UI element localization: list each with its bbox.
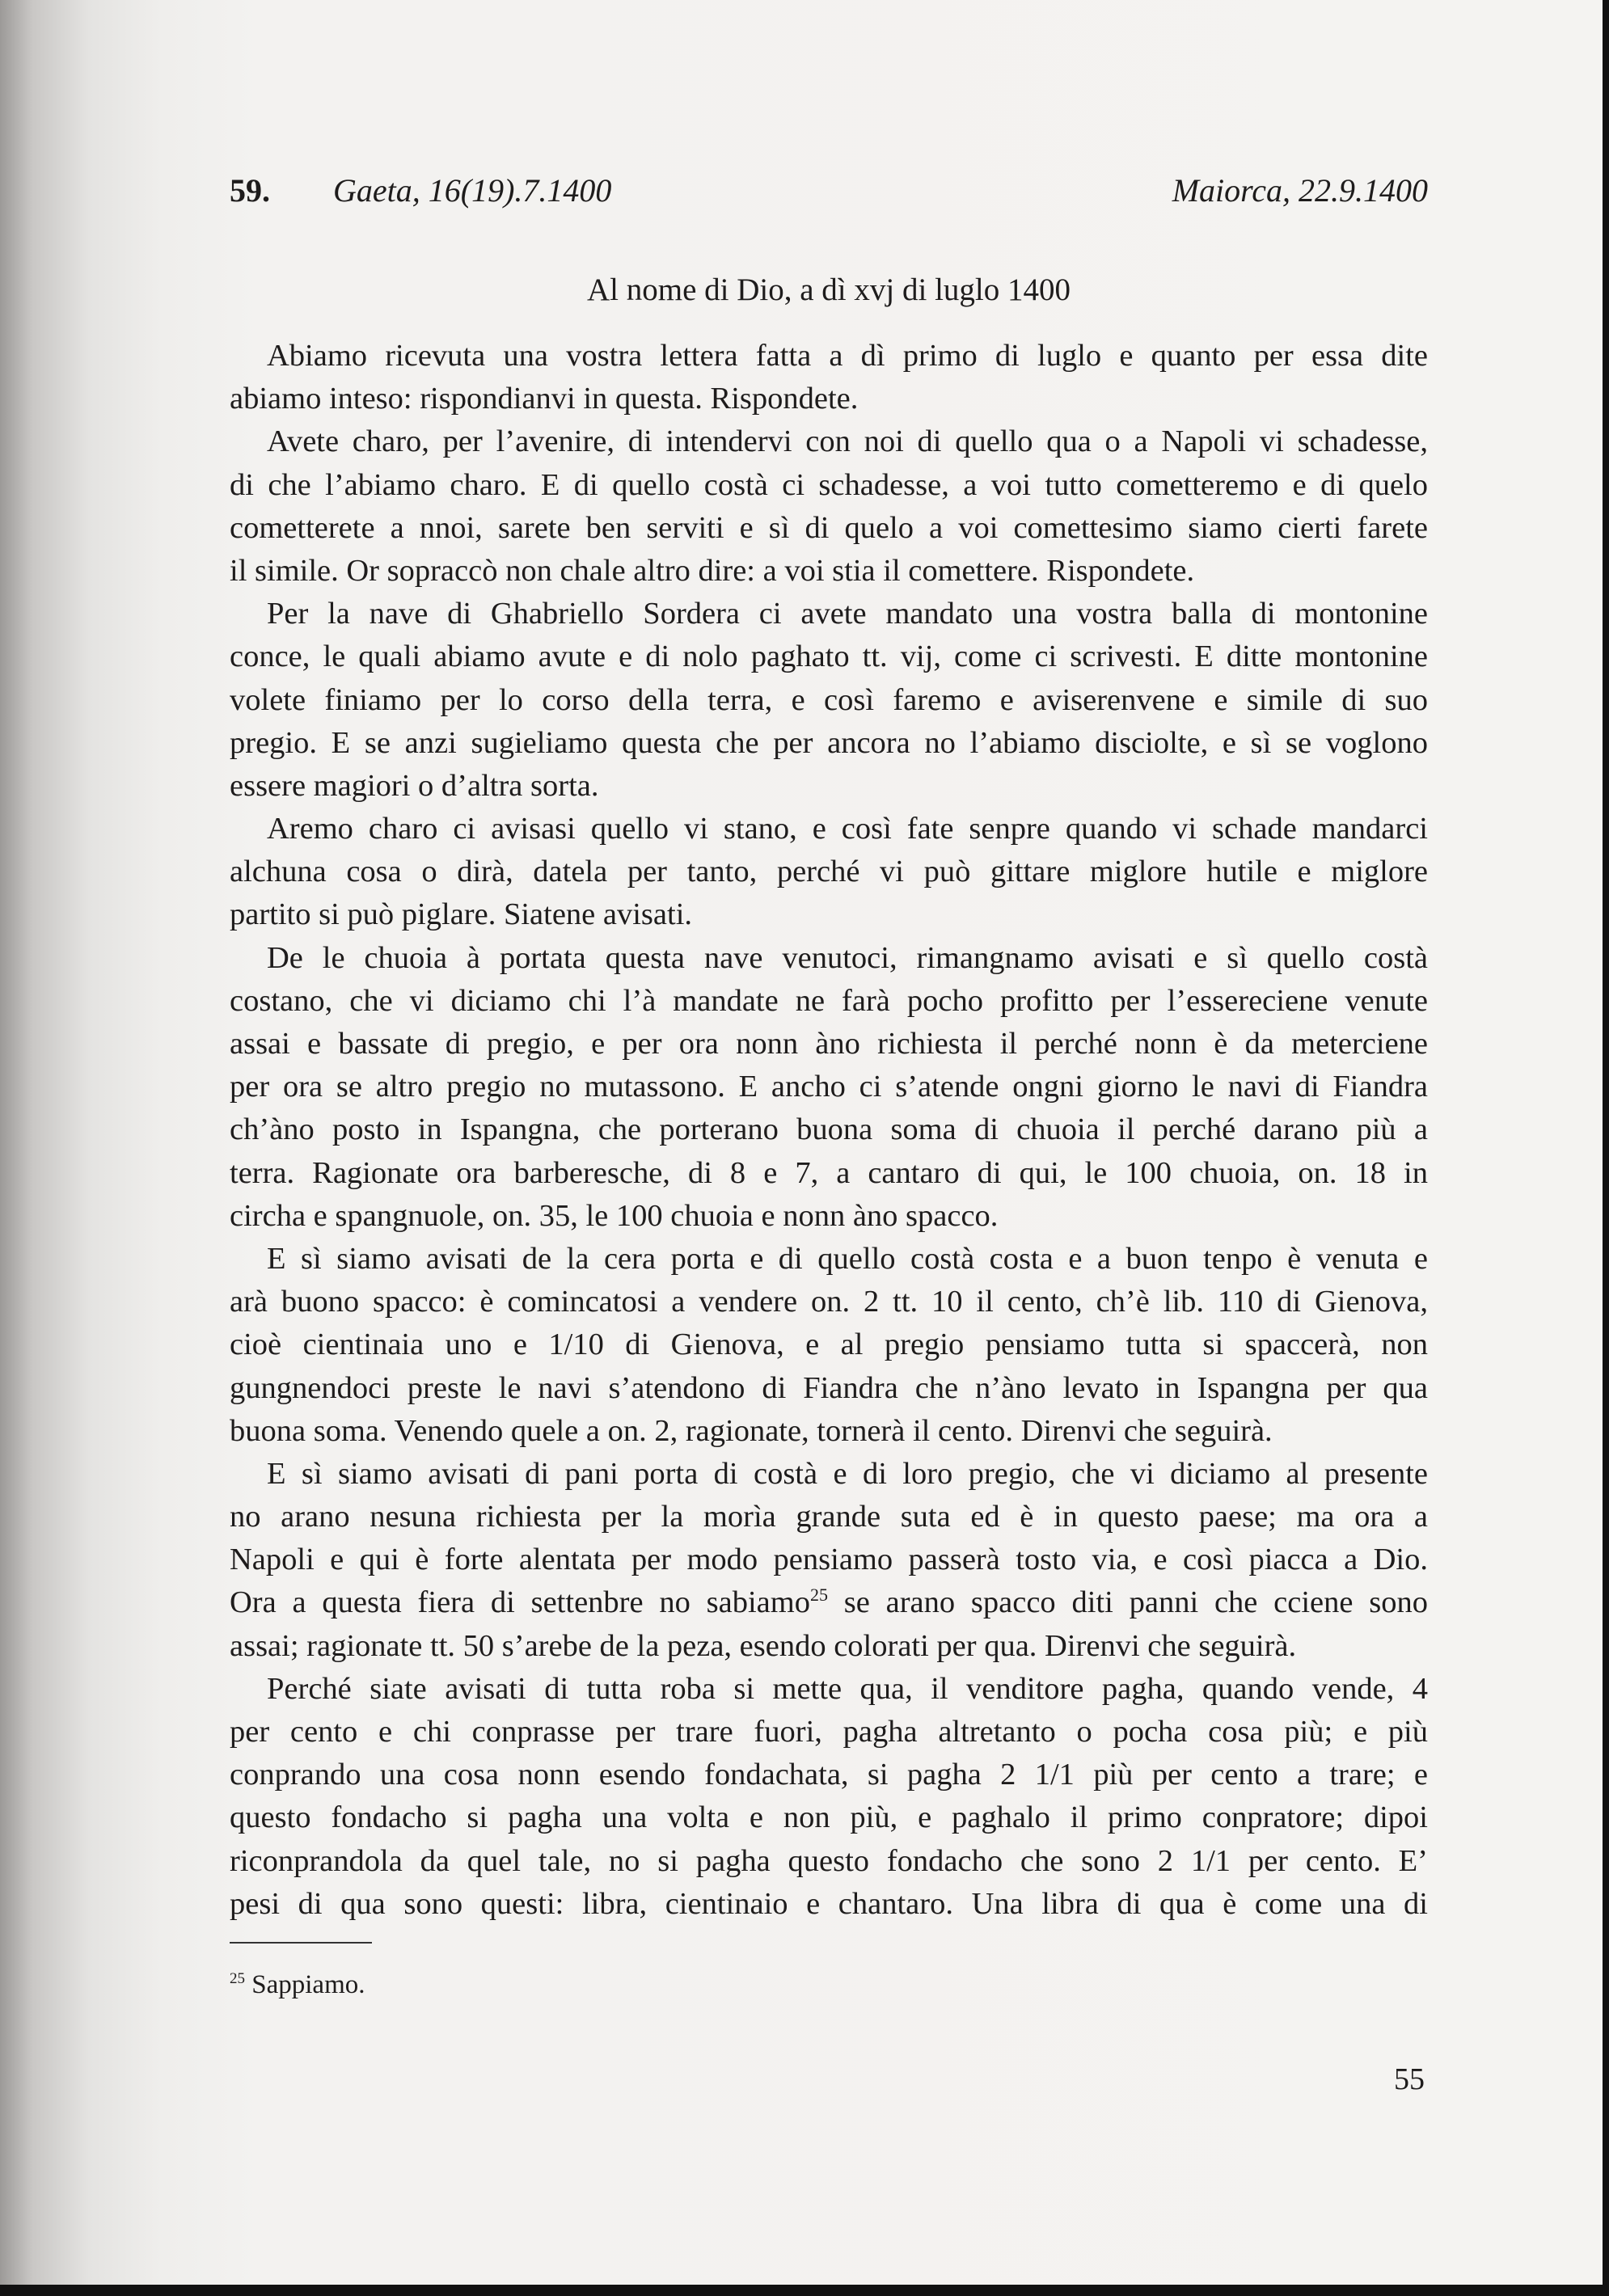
text-line: De le chuoia à portata questa nave venutoci, rimangnamo avisati e sì quello costà xyxy=(267,940,1428,975)
text-line: Aremo charo ci avisasi quello vi stano, e così fate senpre quando vi schade mandarci xyxy=(267,812,1428,846)
text-line: cioè cientinaia uno e 1/10 di Gienova, e al pregio pensiamo tutta si spaccerà, non xyxy=(230,1327,1428,1362)
text-line: Napoli e qui è forte alentata per modo pensiamo passerà tosto via, e così piacca a Dio. xyxy=(230,1543,1428,1577)
text-line: per cento e chi conprasse per trare fuori, pagha altretanto o pocha cosa più; e più xyxy=(230,1715,1428,1749)
text-line: conce, le quali abiamo avute e di nolo paghato tt. vij, come ci scrivesti. E ditte montonine xyxy=(230,639,1428,674)
text-line: gungnendoci preste le navi s’atendono di Fiandra che n’àno levato in Ispangna per qua xyxy=(230,1370,1428,1405)
text-line: E sì siamo avisati di pani porta di costà e di loro pregio, che vi diciamo al presente xyxy=(267,1456,1428,1491)
text-line: partito si può piglare. Siatene avisati. xyxy=(230,897,693,932)
footnote xyxy=(230,1970,365,2000)
text-line: conprando una cosa nonn esendo fondachata, si pagha 2 1/1 più per cento a trare; e xyxy=(230,1758,1428,1792)
text-line: cometterete a nnoi, sarete ben serviti e sì di quelo a voi comettesimo siamo cierti farete xyxy=(230,510,1428,545)
text-line: Perché siate avisati di tutta roba si mette qua, il venditore pagha, quando vende, 4 xyxy=(267,1671,1428,1706)
page-edge-right xyxy=(1603,0,1609,2296)
text-line: Per la nave di Ghabriello Sordera ci avete mandato una vostra balla di montonine xyxy=(267,597,1428,631)
page-number: 55 xyxy=(1394,2062,1425,2096)
footnote-divider xyxy=(230,1942,372,1944)
footnote-reference: 25 xyxy=(809,1585,828,1606)
letter-destination: Maiorca, 22.9.1400 xyxy=(1172,172,1428,209)
text-line xyxy=(230,1581,1428,1624)
text-line: ch’àno posto in Ispangna, che porterano buona soma di chuoia il perché darano più a xyxy=(230,1112,1428,1147)
text-line: costano, che vi diciamo chi l’à mandate ne farà pocho profitto per l’essereciene venute xyxy=(230,983,1428,1018)
footnote-text: Sappiamo. xyxy=(251,1970,365,1999)
text-line: assai; ragionate tt. 50 s’arebe de la peza, esendo colorati per qua. Direnvi che seguirà. xyxy=(230,1628,1297,1663)
text-line: di che l’abiamo charo. E di quello costà ci schadesse, a voi tutto cometteremo e di quelo xyxy=(230,467,1428,502)
letter-title: Al nome di Dio, a dì xvj di luglo 1400 xyxy=(587,272,1071,307)
text-line: riconprandola da quel tale, no si pagha questo fondacho che sono 2 1/1 per cento. E’ xyxy=(230,1843,1428,1878)
text-line: assai e bassate di pregio, e per ora nonn àno richiesta il perché nonn è da meterciene xyxy=(230,1027,1428,1061)
text-line: Avete charo, per l’avenire, di intendervi con noi di quello qua o a Napoli vi schadesse, xyxy=(267,424,1428,459)
text-segment: se arano spacco diti panni che cciene sono xyxy=(827,1585,1428,1620)
text-line: buona soma. Venendo quele a on. 2, ragionate, tornerà il cento. Direnvi che seguirà. xyxy=(230,1413,1273,1448)
letter-number: 59. xyxy=(230,172,270,209)
text-line: Abiamo ricevuta una vostra lettera fatta a dì primo di luglo e quanto per essa dite xyxy=(267,339,1428,373)
text-line: terra. Ragionate ora barberesche, di 8 e 7, a cantaro di qui, le 100 chuoia, on. 18 in xyxy=(230,1155,1428,1190)
text-line: arà buono spacco: è comincatosi a vendere on. 2 tt. 10 il cento, ch’è lib. 110 di Gienova, xyxy=(230,1285,1428,1319)
text-line: no arano nesuna richiesta per la morìa grande suta ed è in questo paese; ma ora a xyxy=(230,1500,1428,1534)
text-line: pesi di qua sono questi: libra, cientinaio e chantaro. Una libra di qua è come una di xyxy=(230,1886,1428,1921)
text-segment: Ora a questa fiera di settenbre no sabiamo xyxy=(230,1585,810,1620)
text-line: alchuna cosa o dirà, datela per tanto, perché vi può gittare miglore hutile e miglore xyxy=(230,855,1428,889)
text-line: abiamo inteso: rispondianvi in questa. Rispondete. xyxy=(230,382,859,416)
letter-body xyxy=(230,335,1428,1926)
letter-origin: Gaeta, 16(19).7.1400 xyxy=(333,172,612,209)
text-line: questo fondacho si pagha una volta e non più, e paghalo il primo conpratore; dipoi xyxy=(230,1800,1428,1835)
text-line: E sì siamo avisati de la cera porta e di quello costà costa e a buon tenpo è venuta e xyxy=(267,1241,1428,1276)
text-line: volete finiamo per lo corso della terra, e così faremo e aviserenvene e simile di suo xyxy=(230,682,1428,717)
text-line: essere magiori o d’altra sorta. xyxy=(230,768,599,803)
text-line: circha e spangnuole, on. 35, le 100 chuoia e nonn àno spacco. xyxy=(230,1198,999,1233)
text-line: il simile. Or sopraccò non chale altro dire: a voi stia il comettere. Rispondete. xyxy=(230,553,1195,588)
letter-header xyxy=(230,171,1428,212)
text-line: pregio. E se anzi sugieliamo questa che per ancora no l’abiamo disciolte, e sì se voglono xyxy=(230,725,1428,760)
text-line: per ora se altro pregio no mutassono. E ancho ci s’atende ongni giorno le navi di Fiandra xyxy=(230,1070,1428,1104)
page-edge-bottom xyxy=(0,2285,1609,2296)
footnote-marker: 25 xyxy=(230,1970,245,1987)
